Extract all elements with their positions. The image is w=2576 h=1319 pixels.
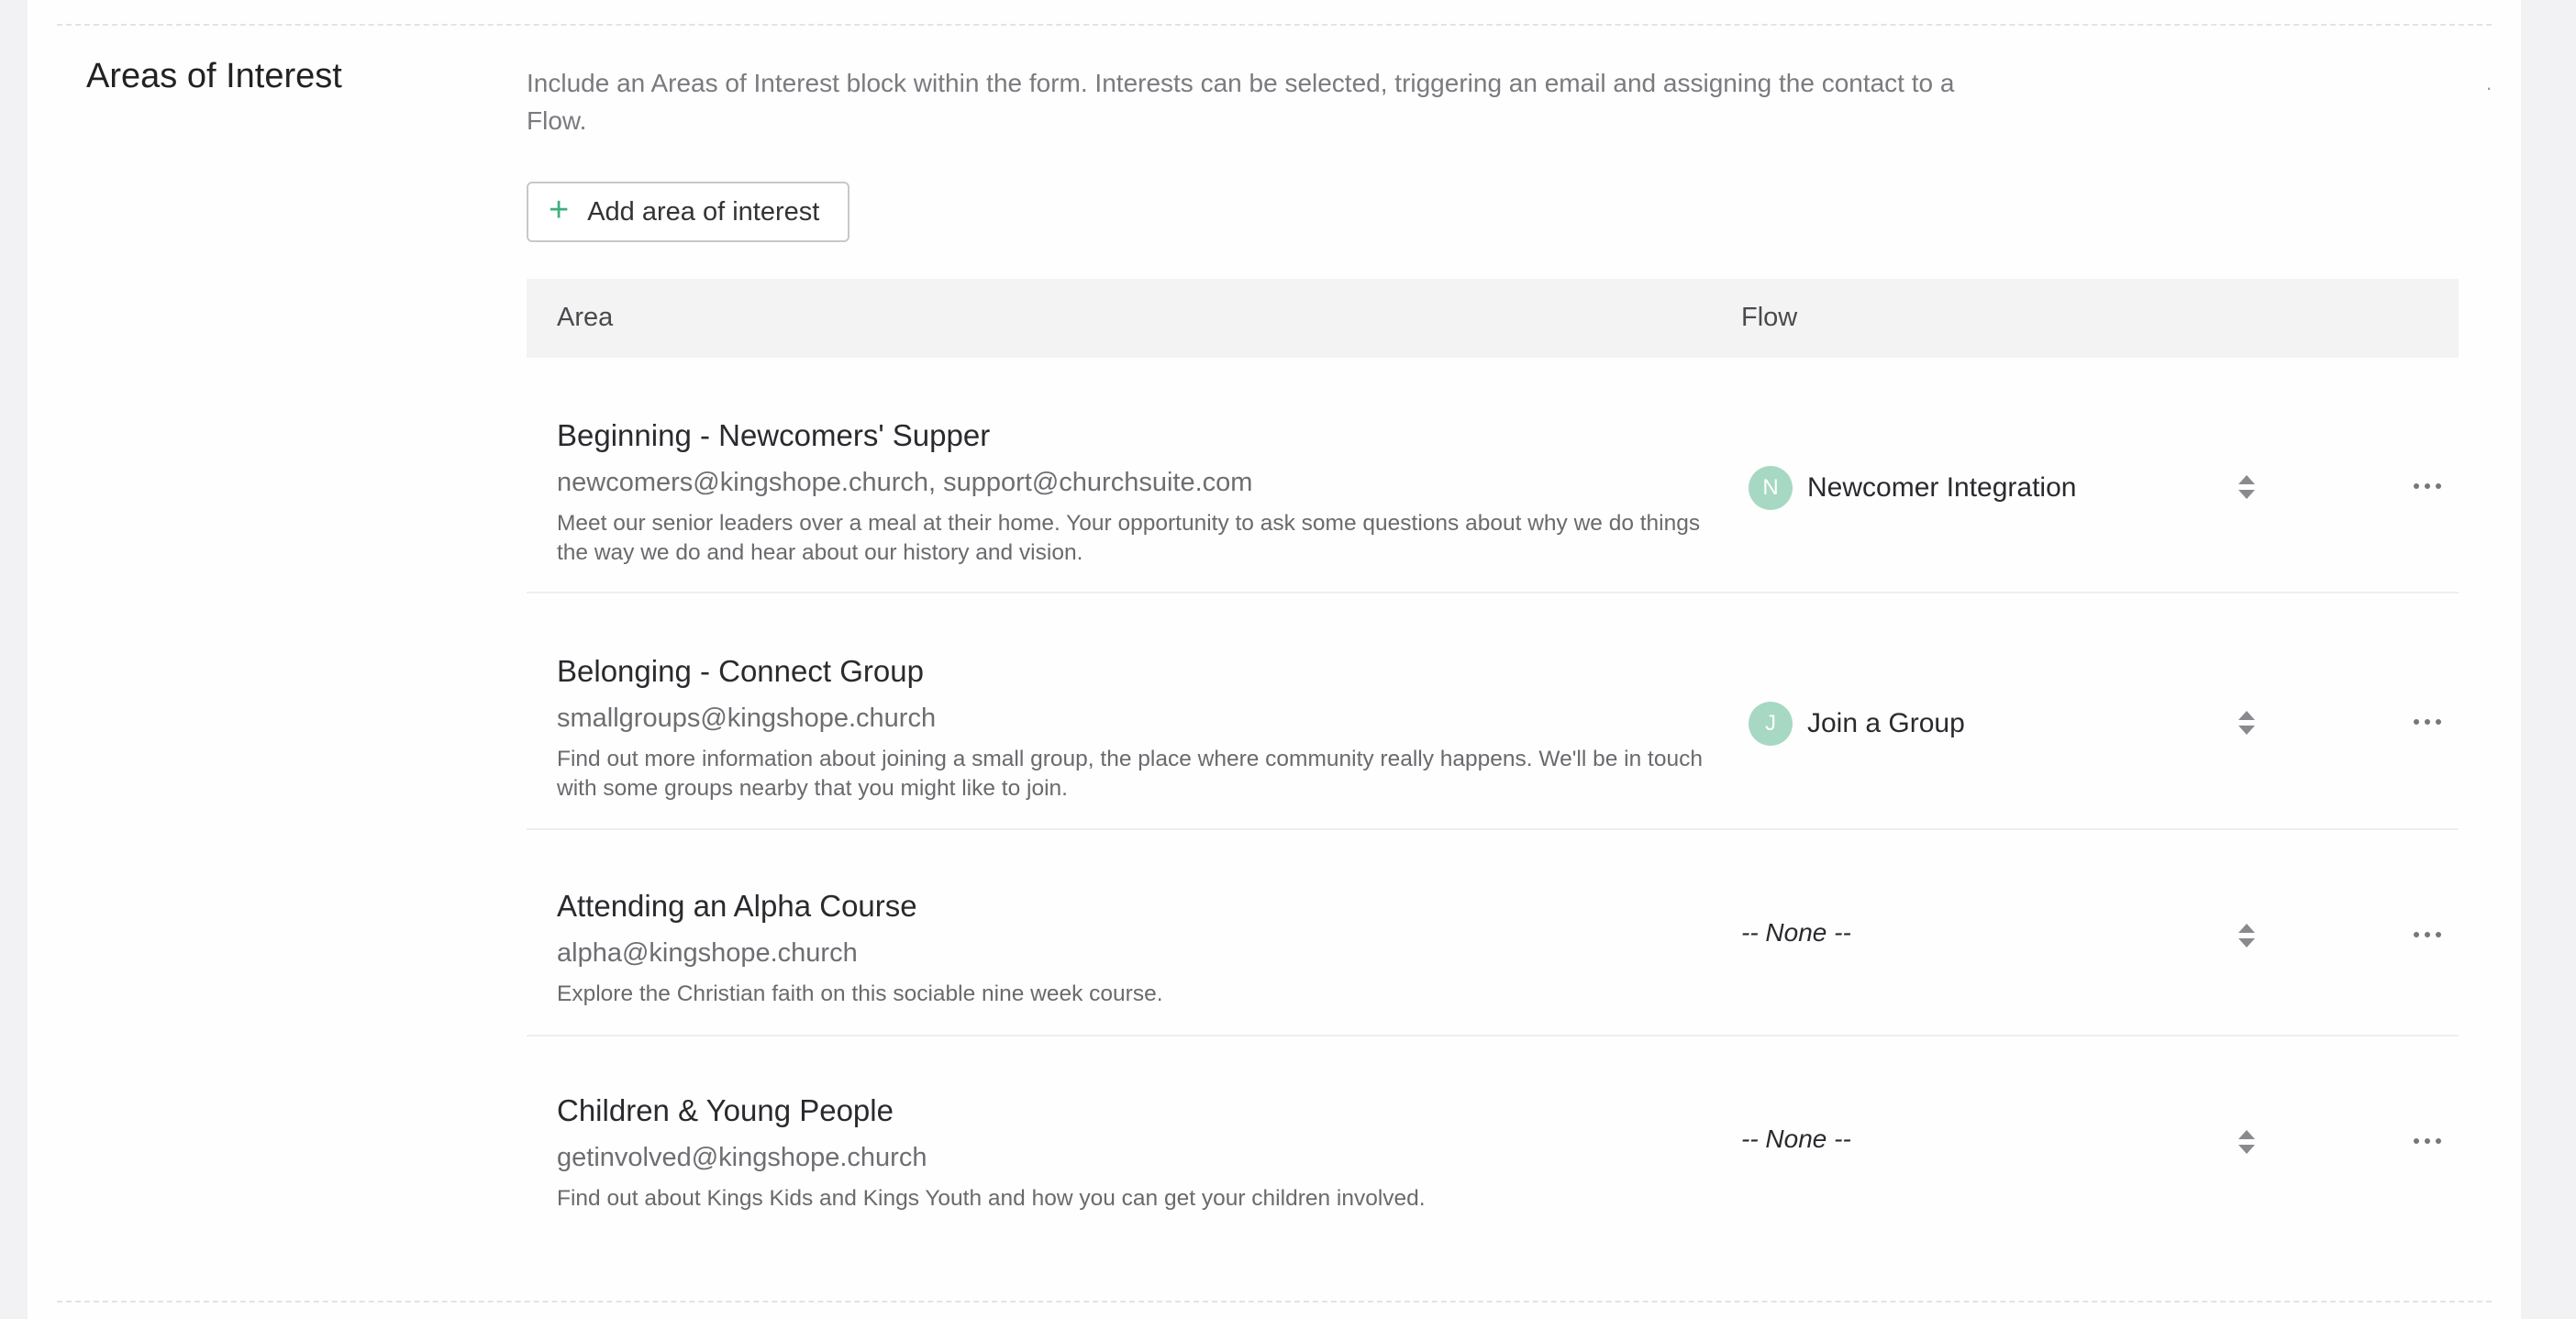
area-emails: smallgroups@kingshope.church: [557, 704, 937, 733]
ellipsis-icon[interactable]: [2409, 926, 2446, 944]
flow-cell[interactable]: [1741, 702, 1965, 746]
area-cell: [557, 889, 1713, 1009]
flow-none: -- None --: [1741, 1125, 1851, 1153]
areas-table: [527, 279, 2459, 1243]
area-cell: [557, 1093, 1713, 1214]
sort-handle-icon[interactable]: [2235, 708, 2259, 737]
area-description: Find out about Kings Kids and Kings Youth and how you can get your children involved.: [557, 1186, 1426, 1211]
area-cell: [557, 418, 1713, 568]
area-description: Meet our senior leaders over a meal at their home. Your opportunity to ask some questions about why we do things the way we do and hear about our history and vision.: [557, 511, 1701, 565]
plus-icon: +: [549, 191, 570, 229]
add-button-label: Add area of interest: [587, 196, 820, 227]
flow-name: Join a Group: [1807, 708, 1965, 738]
area-title: Belonging - Connect Group: [557, 654, 924, 688]
table-header: [527, 279, 2459, 358]
section-description: Include an Areas of Interest block within the form. Interests can be selected, triggering an email and assigning the contact to a Flow.: [527, 69, 1955, 135]
table-row: [527, 358, 2459, 593]
area-title: Beginning - Newcomers' Supper: [557, 418, 991, 452]
table-row: [527, 830, 2459, 1036]
ellipsis-icon[interactable]: [2409, 713, 2446, 731]
section-title: Areas of Interest: [86, 57, 342, 95]
flow-none: -- None --: [1741, 918, 1851, 947]
bottom-divider: [57, 1301, 2492, 1302]
table-row: [527, 593, 2459, 830]
area-emails: alpha@kingshope.church: [557, 938, 858, 968]
area-title: Children & Young People: [557, 1093, 894, 1127]
flow-cell[interactable]: [1741, 918, 1851, 948]
areas-of-interest-card: [28, 0, 2521, 1319]
area-cell: [557, 654, 1713, 804]
area-emails: getinvolved@kingshope.church: [557, 1143, 927, 1172]
ellipsis-icon[interactable]: [2409, 1132, 2446, 1150]
ellipsis-icon[interactable]: [2409, 477, 2446, 495]
flow-avatar: J: [1749, 702, 1793, 746]
top-divider: [57, 24, 2492, 26]
sort-handle-icon[interactable]: [2235, 1127, 2259, 1157]
flow-avatar: N: [1749, 466, 1793, 510]
add-area-of-interest-button[interactable]: [527, 182, 849, 242]
area-emails: newcomers@kingshope.church, support@churchsuite.com: [557, 468, 1253, 497]
sort-handle-icon[interactable]: [2235, 921, 2259, 950]
sort-handle-icon[interactable]: [2235, 472, 2259, 502]
section-marker: .: [2486, 72, 2493, 94]
table-row: [527, 1036, 2459, 1243]
flow-name: Newcomer Integration: [1807, 472, 2077, 503]
flow-cell[interactable]: [1741, 466, 2076, 510]
area-description: Find out more information about joining a small group, the place where community really happens. We'll be in touch with some groups nearby that you might like to join.: [557, 747, 1703, 801]
area-title: Attending an Alpha Course: [557, 889, 917, 923]
area-description: Explore the Christian faith on this sociable nine week course.: [557, 981, 1163, 1006]
column-header-flow: Flow: [1741, 303, 1798, 332]
flow-cell[interactable]: [1741, 1125, 1851, 1154]
column-header-area: Area: [557, 303, 614, 332]
